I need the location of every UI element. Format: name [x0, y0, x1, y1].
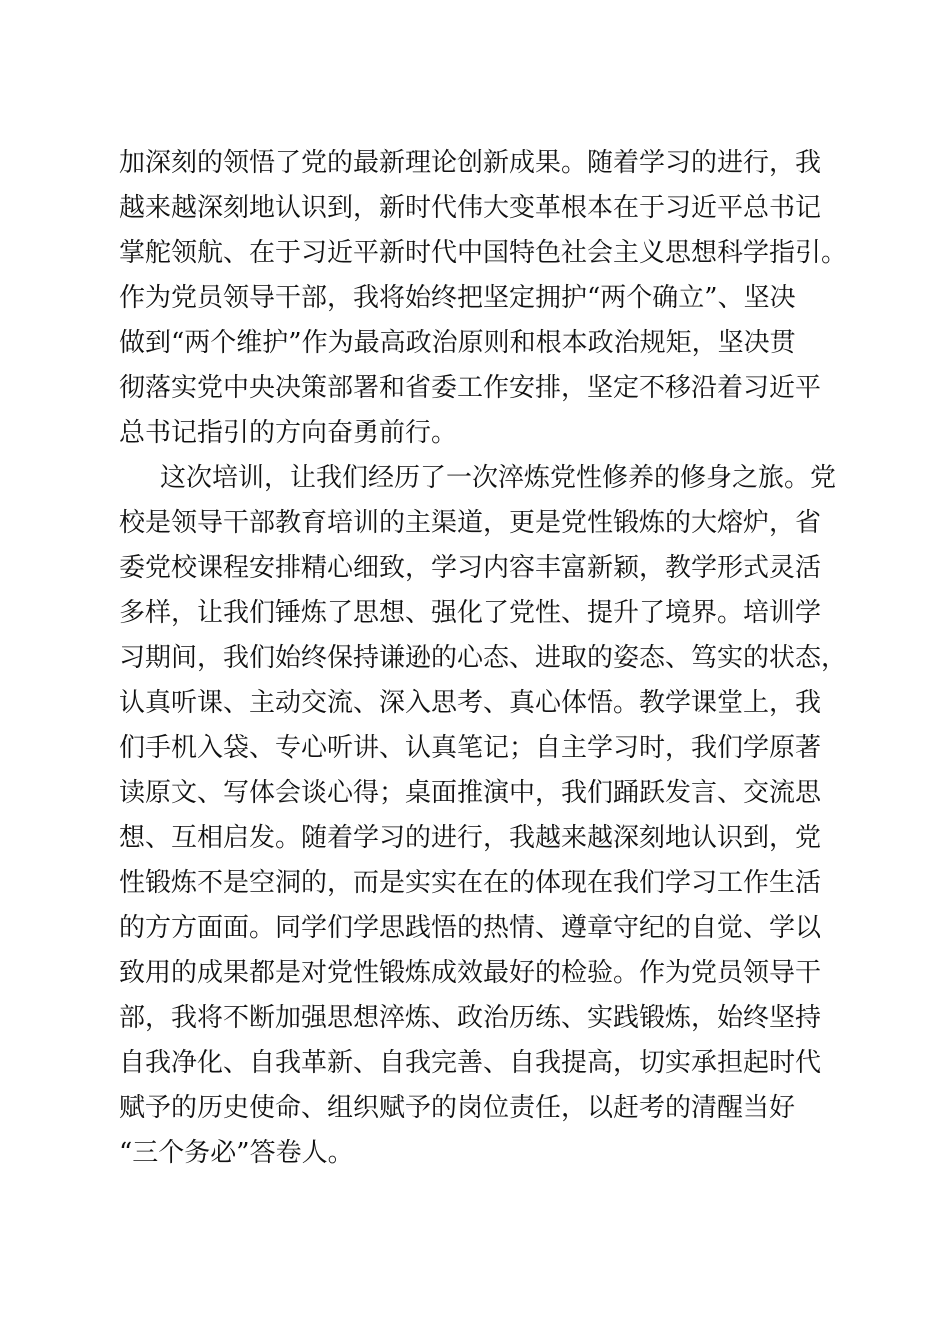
text-line: 赋予的历史使命、组织赋予的岗位责任，以赶考的清醒当好: [119, 1093, 796, 1123]
text-line: 掌舵领航、在于习近平新时代中国特色社会主义思想科学指引。: [119, 238, 848, 268]
text-line: 认真听课、主动交流、深入思考、真心体悟。教学课堂上，我: [119, 688, 822, 718]
text-line: 致用的成果都是对党性锻炼成效最好的检验。作为党员领导干: [119, 958, 822, 988]
text-line: 性锻炼不是空洞的，而是实实在在的体现在我们学习工作生活: [119, 868, 822, 898]
text-line: 读原文、写体会谈心得；桌面推演中，我们踊跃发言、交流思: [119, 778, 822, 808]
text-line: 总书记指引的方向奋勇前行。: [119, 418, 458, 448]
text-line: 越来越深刻地认识到，新时代伟大变革根本在于习近平总书记: [119, 193, 822, 223]
text-line: 多样，让我们锤炼了思想、强化了党性、提升了境界。培训学: [119, 598, 822, 628]
text-line: 作为党员领导干部，我将始终把坚定拥护“两个确立”、坚决: [119, 283, 796, 313]
text-line: 自我净化、自我革新、自我完善、自我提高，切实承担起时代: [119, 1048, 822, 1078]
text-line: 部，我将不断加强思想淬炼、政治历练、实践锻炼，始终坚持: [119, 1003, 822, 1033]
text-line: “三个务必”答卷人。: [119, 1138, 354, 1168]
paragraph-first-line: 这次培训，让我们经历了一次淬炼党性修养的修身之旅。党: [160, 463, 837, 493]
text-line: 习期间，我们始终保持谦逊的心态、进取的姿态、笃实的状态，: [119, 643, 848, 673]
text-line: 校是领导干部教育培训的主渠道，更是党性锻炼的大熔炉，省: [119, 508, 822, 538]
text-line: 加深刻的领悟了党的最新理论创新成果。随着学习的进行，我: [119, 148, 822, 178]
text-line: 们手机入袋、专心听讲、认真笔记；自主学习时，我们学原著: [119, 733, 822, 763]
text-line: 的方方面面。同学们学思践悟的热情、遵章守纪的自觉、学以: [119, 913, 822, 943]
text-line: 彻落实党中央决策部署和省委工作安排，坚定不移沿着习近平: [119, 373, 822, 403]
text-line: 想、互相启发。随着学习的进行，我越来越深刻地认识到，党: [119, 823, 822, 853]
text-line: 委党校课程安排精心细致，学习内容丰富新颖，教学形式灵活: [119, 553, 822, 583]
text-line: 做到“两个维护”作为最高政治原则和根本政治规矩，坚决贯: [119, 328, 796, 358]
